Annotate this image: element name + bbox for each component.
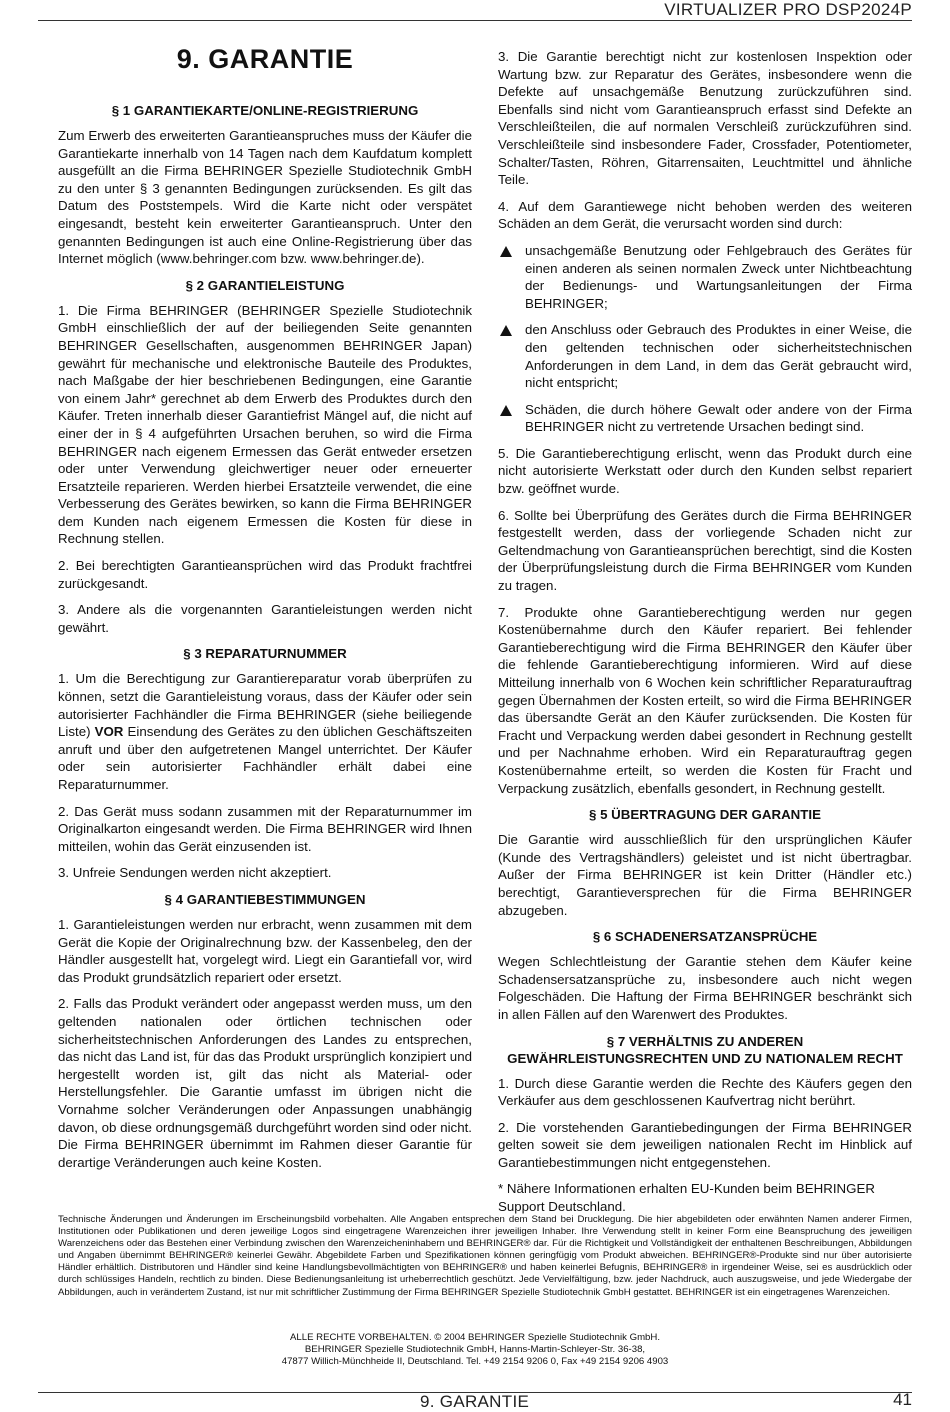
- section-1-paragraph: Zum Erwerb des erweiterten Garantieanspruches muss der Käufer die Garantiekarte innerhalb von 14 Tagen nach dem Kaufdatum komplett ausgefüllt an die Firma BEHRINGER Spezielle Studiotechnik GmbH zu den unter § 3 genannten Bedingungen zurücksenden. Es gilt das Datum des Poststempels. Wird die Karte nicht oder verspätet eingesandt, besteht kein erweiterter Garantieanspruch. Unter den genannten Bedingungen ist auch eine Online-Registrierung über das Internet möglich (www.behringer.com bzw. www.behringer.de).: [58, 128, 472, 267]
- list-item: [498, 321, 912, 391]
- triangle-bullet-icon: [500, 405, 512, 416]
- page-number: 41: [893, 1390, 912, 1409]
- section-3-paragraph-3: 3. Unfreie Sendungen werden nicht akzeptiert.: [58, 865, 332, 881]
- copyright-line-2: BEHRINGER Spezielle Studiotechnik GmbH, Hanns-Martin-Schleyer-Str. 36-38,: [304, 1344, 646, 1356]
- section-4-paragraph-3: 3. Die Garantie berechtigt nicht zur kostenlosen Inspektion oder Wartung bzw. zur Reparatur des Gerätes, insbesondere wenn die Defekte auf unsachgemäße Benutzung zurückzuführen sind. Ebenfalls sind nicht vom Garantieanspruch erfasst sind Defekte an Verschleißteilen, die auf normalen Verschleiß zurückzuführen sind. Verschleißteile sind insbesondere Fader, Crossfader, Potentiometer, Schalter/Tasten, Röhren, Gitarrensaiten, Leuchtmittel und ähnliche Teile.: [498, 49, 912, 188]
- section-3-paragraph-1-start: 1. Um die Berechtigung zur Garantiereparatur vorab überprüfen zu können, setzt die Garantieleistung voraus, dass der Käufer oder sein autorisierter Fachhändler die Firma BEHRINGER (siehe beiliegende Liste): [58, 671, 472, 740]
- list-item: [498, 401, 912, 436]
- section-3-paragraph-1: [58, 670, 472, 793]
- section-4-paragraph-2: 2. Falls das Produkt verändert oder angepasst werden muss, um den geltenden nationalen oder örtlichen technischen oder sicherheitstechnischen Anforderungen des Landes zu entsprechen, das nicht das Land ist, für das das Produkt ursprünglich konzipiert und hergestellt worden ist, gilt das nicht als Material- oder Herstellungsfehler. Die Garantie umfasst im übrigen nicht die Vornahme solcher Veränderungen oder Anpassungen unabhängig davon, ob diese ordnungsgemäß durchgeführt worden sind oder nicht. Die Firma BEHRINGER übernimmt im Rahmen dieser Garantie für derartige Veränderungen auch keine Kosten.: [58, 996, 472, 1170]
- exclusion-list: [498, 242, 912, 436]
- section-6-paragraph: Wegen Schlechtleistung der Garantie stehen dem Käufer keine Schadensersatzansprüche zu, insbesondere auch nicht wegen Folgeschäden. Die Haftung der Firma BEHRINGER beschränkt sich in allen Fällen auf den Warenwert des Produktes.: [498, 954, 912, 1022]
- section-3-heading: § 3 REPARATURNUMMER: [183, 646, 347, 662]
- section-3-paragraph-1-end: Einsendung des Gerätes zu den üblichen Geschäftszeiten anruft und über den aufgetretenen Mangel unterrichtet. Der Käufer oder sein autorisierter Fachhändler erhält dabei eine Reparaturnummer.: [58, 724, 472, 792]
- section-4-paragraph-1: 1. Garantieleistungen werden nur erbracht, wenn zusammen mit dem Gerät die Kopie der Originalrechnung bzw. der Kassenbeleg, den der Händler ausgestellt hat, vorgelegt wird. Liegt ein Garantiefall vor, wird das Produkt grundsätzlich repariert oder ersetzt.: [58, 916, 472, 985]
- section-7-heading: [498, 1033, 912, 1067]
- copyright-block: [0, 1332, 950, 1369]
- section-7-heading-line-1: § 7 VERHÄLTNIS ZU ANDEREN: [606, 1033, 804, 1049]
- section-2-paragraph-2: 2. Bei berechtigten Garantieansprüchen wird das Produkt frachtfrei zurückgesandt.: [58, 558, 472, 591]
- section-5-heading: § 5 ÜBERTRAGUNG DER GARANTIE: [589, 807, 821, 823]
- section-7-paragraph-2: 2. Die vorstehenden Garantiebedingungen der Firma BEHRINGER gelten soweit sie dem jeweiligen nationalen Recht im Hinblick auf Garantiebestimmungen nicht entgegenstehen.: [498, 1119, 912, 1170]
- header-title: VIRTUALIZER PRO DSP2024P: [664, 0, 912, 19]
- section-2-heading: § 2 GARANTIELEISTUNG: [185, 277, 345, 293]
- section-3-paragraph-2: 2. Das Gerät muss sodann zusammen mit der Reparaturnummer im Originalkarton eingesandt werden. Die Firma BEHRINGER wird Ihnen mitteilen, wohin das Gerät einzusenden ist.: [58, 803, 472, 854]
- copyright-line-1: ALLE RECHTE VORBEHALTEN. © 2004 BEHRINGER Spezielle Studiotechnik GmbH.: [290, 1332, 660, 1343]
- section-2-paragraph-3: 3. Andere als die vorgenannten Garantieleistungen werden nicht gewährt.: [58, 602, 472, 635]
- section-6-heading: § 6 SCHADENERSATZANSPRÜCHE: [592, 929, 818, 945]
- footnote-support: * Nähere Informationen erhalten EU-Kunden beim BEHRINGER Support Deutschland.: [498, 1181, 875, 1215]
- list-item-text: den Anschluss oder Gebrauch des Produktes in einer Weise, die den geltenden technischen oder sicherheitstechnischen Anforderungen in dem Land, in dem das Gerät gebraucht wird, nicht entspricht;: [525, 322, 912, 391]
- list-item-text: unsachgemäße Benutzung oder Fehlgebrauch des Gerätes für einen anderen als seinen normalen Zweck unter Nichtbeachtung der Bedienungs- und Wartungsanleitungen der Firma BEHRINGER;: [525, 242, 912, 311]
- right-column: [498, 48, 912, 1225]
- list-item: [498, 242, 912, 312]
- section-4-paragraph-6: 6. Sollte bei Überprüfung des Gerätes durch die Firma BEHRINGER festgestellt werden, dass der vorliegende Schaden nicht zur Geltendmachung von Garantieansprüchen berechtigt, sind die Kosten der Überprüfungsleistung durch die Firma BEHRINGER vom Kunden zu tragen.: [498, 507, 912, 594]
- left-column: [58, 44, 472, 1180]
- triangle-bullet-icon: [500, 325, 512, 336]
- section-1-heading: § 1 GARANTIEKARTE/ONLINE-REGISTRIERUNG: [111, 103, 419, 118]
- section-4-paragraph-4: 4. Auf dem Garantiewege nicht behoben werden des weiteren Schäden an dem Gerät, die verursacht worden sind durch:: [498, 198, 912, 232]
- chapter-title: 9. GARANTIE: [176, 44, 354, 74]
- section-2-paragraph-1: 1. Die Firma BEHRINGER (BEHRINGER Spezielle Studiotechnik GmbH einschließlich der auf der beiliegenden Seite genannten BEHRINGER Gesellschaften, ausgenommen BEHRINGER Japan) gewährt für mechanische und elektronische Bauteile des Produktes, nach Maßgabe der hier beschriebenen Bedingungen, eine Garantie von einem Jahr* gerechnet ab dem Erwerb des Produktes durch den Käufer. Treten innerhalb dieser Garantiefrist Mängel auf, die nicht auf einer der in § 4 aufgeführten Ursachen beruhen, so wird die Firma BEHRINGER nach eigenem Ermessen das Gerät entweder ersetzen oder unter Verwendung gleichwertiger neuer oder erneuerter Ersatzteile reparieren. Werden hierbei Ersatzteile verwendet, die eine Verbesserung des Gerätes bewirken, so kann die Firma BEHRINGER dem Kunden nach eigenem Ermessen die Kosten für diese in Rechnung stellen.: [58, 302, 472, 547]
- section-4-heading: § 4 GARANTIEBESTIMMUNGEN: [164, 891, 366, 907]
- footer-section-title: 9. GARANTIE: [420, 1392, 530, 1411]
- section-5-paragraph: Die Garantie wird ausschließlich für den ursprünglichen Käufer (Kunde des Vertragshändlers) geleistet und ist nicht übertragbar. Außer der Firma BEHRINGER ist kein Dritter (Händler etc.) berechtigt, Garantieversprechen für die Firma BEHRINGER abzugeben.: [498, 832, 912, 918]
- section-4-paragraph-5: 5. Die Garantieberechtigung erlischt, wenn das Produkt durch eine nicht autorisierte Werkstatt oder durch den Kunden selbst repariert bzw. geöffnet wurde.: [498, 445, 912, 497]
- header-divider: [38, 20, 912, 21]
- section-7-heading-line-2: GEWÄHRLEISTUNGSRECHTEN UND ZU NATIONALEM RECHT: [507, 1050, 903, 1066]
- triangle-bullet-icon: [500, 246, 512, 257]
- list-item-text: Schäden, die durch höhere Gewalt oder andere von der Firma BEHRINGER nicht zu vertretende Ursachen bedingt sind.: [525, 401, 912, 435]
- legal-disclaimer: Technische Änderungen und Änderungen im Erscheinungsbild vorbehalten. Alle Angaben entsprechen dem Stand bei Drucklegung. Die hier abgebildeten oder erwähnten Namen anderer Firmen, Institutionen oder Publikationen und deren jeweilige Logos sind eingetragene Warenzeichen ihrer jeweiligen Inhaber. Ihre Verwendung stellt in keiner Form eine Beanspruchung des jeweiligen Warenzeichens oder das Bestehen einer Verbindung zwischen den Warenzeicheninhabern und BEHRINGER® dar. Für die Richtigkeit und Vollständigkeit der enthaltenen Beschreibungen, Abbildungen und Angaben übernimmt BEHRINGER® keinerlei Gewähr. Abgebildete Farben und Spezifikationen können geringfügig vom Produkt abweichen. BEHRINGER®-Produkte sind nur über autorisierte Händler erhältlich. Distributoren und Händler sind keine Handlungsbevollmächtigten von BEHRINGER® und haben keinerlei Befugnis, BEHRINGER® in irgendeiner Weise, sei es ausdrücklich oder durch schlüssiges Handeln, rechtlich zu binden. Diese Bedienungsanleitung ist urheberrechtlich geschützt. Jede Vervielfältigung, bzw. jeder Nachdruck, auch auszugsweise, und jede Wiedergabe der Abbildungen, auch in verändertem Zustand, ist nur mit schriftlicher Zustimmung der Firma BEHRINGER Spezielle Studiotechnik GmbH gestattet. BEHRINGER ist ein eingetragenes Warenzeichen.: [58, 1214, 912, 1298]
- copyright-line-3: 47877 Willich-Münchheide II, Deutschland. Tel. +49 2154 9206 0, Fax +49 2154 9206 4903: [281, 1356, 669, 1368]
- section-7-paragraph-1: 1. Durch diese Garantie werden die Rechte des Käufers gegen den Verkäufer aus dem geschlossenen Kaufvertrag nicht berührt.: [498, 1075, 912, 1109]
- section-4-paragraph-7: 7. Produkte ohne Garantieberechtigung werden nur gegen Kostenübernahme durch den Käufer repariert. Bei fehlender Garantieberechtigung wird die Firma BEHRINGER den Käufer über die fehlende Garantieberechtigung informieren. Wird auf diese Mitteilung innerhalb von 6 Wochen kein schriftlicher Reparaturauftrag gegen Übernahmen der Kosten erteilt, so wird die Firma BEHRINGER das übersandte Gerät an den Käufer zurücksenden. Die Kosten für Fracht und Verpackung werden dabei gesondert in Rechnung gestellt und per Nachnahme erhoben. Wird ein Reparaturauftrag gegen Kostenübernahme erteilt, so werden die Kosten für Fracht und Verpackung zusätzlich, ebenfalls gesondert, in Rechnung gestellt.: [498, 604, 912, 796]
- section-3-emphasis: VOR: [94, 724, 124, 740]
